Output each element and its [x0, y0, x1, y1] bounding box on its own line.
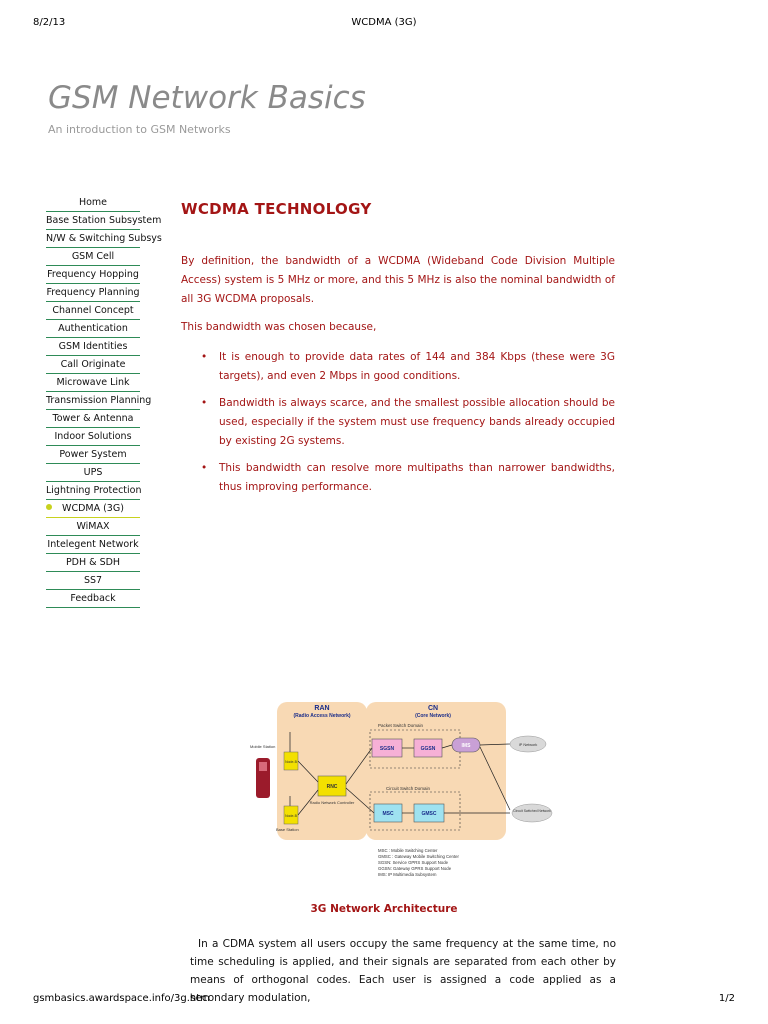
sidebar-item-label: N/W & Switching Subsys: [46, 233, 162, 244]
sidebar-item-tower-antenna[interactable]: [46, 410, 140, 428]
sidebar-nav: [46, 194, 162, 608]
diagram-legend: [378, 848, 460, 877]
gmsc-label: GMSC: [421, 811, 437, 817]
sidebar-item-ss7[interactable]: [46, 572, 140, 590]
legend-item: GGSN: Gateway GPRS Support Node: [378, 866, 452, 871]
main-content: [181, 200, 615, 505]
site-subtitle: An introduction to GSM Networks: [48, 123, 231, 136]
sidebar-item-authentication[interactable]: [46, 320, 140, 338]
network-architecture-diagram: [248, 700, 552, 890]
ggsn-label: GGSN: [420, 746, 436, 752]
legend-item: MSC : Mobile Switching Center: [378, 848, 438, 853]
sidebar-item-label: Feedback: [70, 593, 116, 604]
sidebar-item-label: Lightning Protection: [46, 485, 142, 496]
intro-paragraph: By definition, the bandwidth of a WCDMA (Wideband Code Division Multiple Access) system is 5 MHz or more, and this 5 MHz is also the nominal bandwidth of all 3G WCDMA proposals.: [181, 255, 615, 305]
sidebar-item-label: Tower & Antenna: [52, 413, 134, 424]
sidebar-item-gsm-cell[interactable]: [46, 248, 140, 266]
sidebar-item-label: Frequency Hopping: [47, 269, 139, 280]
sidebar-item-label: Channel Concept: [52, 305, 134, 316]
sidebar-item-lightning-protection[interactable]: [46, 482, 140, 500]
sidebar-item-ups[interactable]: [46, 464, 140, 482]
sidebar-item-label: PDH & SDH: [65, 557, 121, 568]
packet-domain-label: Packet Switch Domain: [378, 723, 424, 728]
print-date: 8/2/13: [33, 17, 66, 28]
sidebar-item-label: SS7: [83, 575, 103, 586]
sidebar-item-feedback[interactable]: [46, 590, 140, 608]
rnc-label: RNC: [326, 784, 338, 790]
sidebar-item-home[interactable]: [46, 194, 140, 212]
mobile-station-label: Mobile Station: [250, 744, 276, 749]
sidebar-item-label: Power System: [59, 449, 127, 460]
sidebar-item-gsm-identities[interactable]: [46, 338, 140, 356]
sidebar-item-label: WCDMA (3G): [62, 503, 124, 514]
sidebar-item-wimax[interactable]: [46, 518, 140, 536]
sidebar-item-label: Microwave Link: [56, 377, 130, 388]
sidebar-item-label: Intelegent Network: [47, 539, 139, 550]
page-heading: WCDMA TECHNOLOGY: [181, 200, 372, 218]
sidebar-item-transmission-planning[interactable]: [46, 392, 152, 410]
cdma-paragraph: In a CDMA system all users occupy the same frequency at the same time, no time scheduling is applied, and their signals are separated from each other by means of orthogonal codes. Each user is assigned a code applied as a secondary modulation,: [190, 938, 616, 1004]
sidebar-item-pdh-sdh[interactable]: [46, 554, 140, 572]
legend-item: IMS: IP Multimedia Subsystem: [378, 872, 437, 877]
ip-network-label: IP Network: [518, 743, 538, 747]
sidebar-item-microwave-link[interactable]: [46, 374, 140, 392]
sidebar-item-frequency-hopping[interactable]: [46, 266, 140, 284]
active-bullet-icon: [46, 504, 52, 510]
reason-list: [181, 348, 615, 497]
list-item: • Bandwidth is always scarce, and the smallest possible allocation should be used, especially if the system must use frequency bands already occupied by existing 2G systems.: [219, 394, 615, 451]
reason-intro: This bandwidth was chosen because,: [181, 321, 377, 333]
list-item: • It is enough to provide data rates of 144 and 384 Kbps (these were 3G targets), and even 2 Mbps in good conditions.: [219, 348, 615, 386]
sidebar-item-label: Call Originate: [60, 359, 126, 370]
msc-label: MSC: [382, 811, 394, 817]
sidebar-item-power-system[interactable]: [46, 446, 140, 464]
sidebar-item-label: Frequency Planning: [46, 287, 140, 298]
node-b-label: Node-B: [285, 760, 297, 764]
diagram-caption: 3G Network Architecture: [310, 903, 458, 915]
sidebar-item-intelegent-network[interactable]: [46, 536, 140, 554]
sidebar-item-label: Authentication: [58, 323, 128, 334]
sgsn-label: SGSN: [379, 746, 395, 752]
sidebar-item-label: UPS: [83, 467, 103, 478]
sidebar-item-base-station-subsystem[interactable]: [46, 212, 162, 230]
cn-title: CN: [427, 705, 439, 712]
circuit-network-label: Circuit Switched Network: [513, 809, 551, 813]
ran-subtitle: (Radio Access Network): [293, 713, 351, 719]
sidebar-item-call-originate[interactable]: [46, 356, 140, 374]
sidebar-item-label: Transmission Planning: [46, 395, 152, 406]
site-title[interactable]: GSM Network Basics: [48, 80, 366, 116]
ims-label: IMS: [461, 743, 471, 749]
sidebar-item-label: Base Station Subsystem: [46, 215, 162, 226]
sidebar-item-label: GSM Cell: [71, 251, 115, 262]
sidebar-item-wcdma-3g[interactable]: [46, 500, 140, 518]
rnc-description: Radio Network Controller: [309, 800, 355, 805]
circuit-network-cloud-icon: [512, 804, 552, 822]
circuit-domain-label: Circuit Switch Domain: [386, 786, 431, 791]
print-url: gsmbasics.awardspace.info/3g.htm: [33, 993, 210, 1004]
sidebar-item-label: Home: [78, 197, 108, 208]
sidebar-item-n-w-switching-subsys[interactable]: [46, 230, 162, 248]
list-item: • This bandwidth can resolve more multipaths than narrower bandwidths, thus improving performance.: [219, 459, 615, 497]
sidebar-item-indoor-solutions[interactable]: [46, 428, 140, 446]
legend-item: SGSN: Service GPRS Support Node: [378, 860, 448, 865]
base-station-label: Base Station: [276, 827, 299, 832]
node-b-label: Node-B: [285, 814, 297, 818]
ran-title: RAN: [314, 705, 330, 712]
sidebar-item-label: GSM Identities: [58, 341, 128, 352]
sidebar-item-label: WiMAX: [76, 521, 110, 532]
print-page-number: 1/2: [718, 993, 735, 1004]
sidebar-item-frequency-planning[interactable]: [46, 284, 140, 302]
sidebar-item-label: Indoor Solutions: [54, 431, 132, 442]
print-page-title: WCDMA (3G): [351, 17, 417, 28]
sidebar-item-channel-concept[interactable]: [46, 302, 140, 320]
legend-item: GMSC : Gateway Mobile Switching Center: [378, 854, 459, 859]
cn-subtitle: (Core Network): [415, 713, 451, 719]
